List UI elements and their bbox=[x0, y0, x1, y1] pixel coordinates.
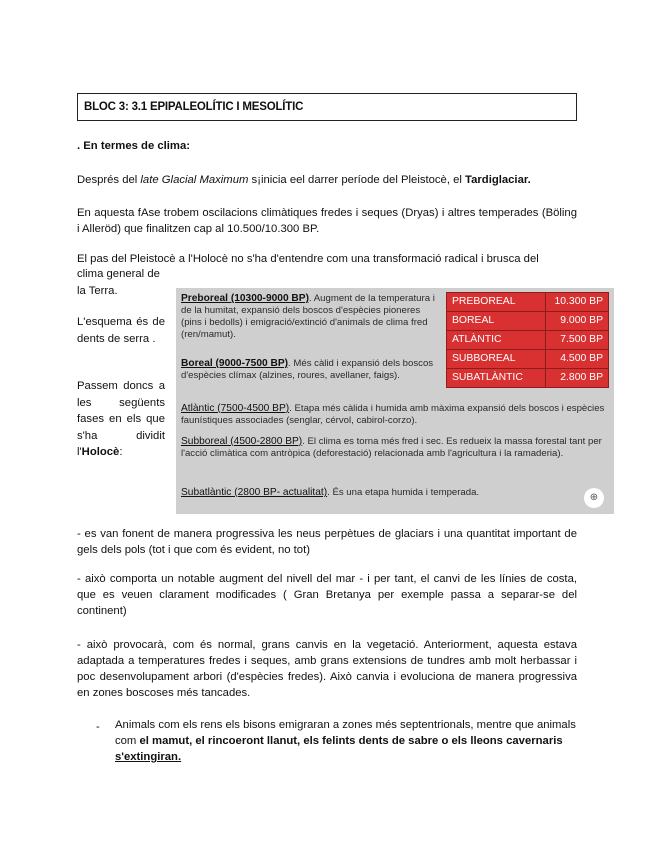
paragraph-3-line2: clima general de bbox=[77, 268, 160, 280]
period-name: BOREAL bbox=[447, 312, 546, 331]
atlantic-block bbox=[181, 403, 609, 427]
subboreal-text: . El clima es torna més fred i sec. Es redueix la massa forestal tant per l'acció climàtica com antròpica (deforestació) relacionada amb l'agricultura i la ramaderia). bbox=[181, 436, 602, 459]
period-date: 7.500 BP bbox=[546, 331, 609, 350]
side-text-1: L'esquema és de dents de serra . bbox=[77, 316, 165, 345]
side-text-2-bold: Holocè bbox=[81, 446, 120, 458]
boreal-block bbox=[181, 358, 439, 382]
side-text-2-end: : bbox=[119, 446, 123, 458]
paragraph-2: En aquesta fAse trobem oscilacions climàtiques fredes i seques (Dryas) i altres temperades (Böling i Alleröd) que finalitzen cap al 10.500/10.300 BP. bbox=[77, 207, 577, 235]
preboreal-text: . Augment de la temperatura i de la humitat, expansió dels boscos d'espècies pioneres (pins i bedolls) i emigració/extinció d'animals de clima fred (ren/mamut). bbox=[181, 293, 435, 340]
atlantic-heading: Atlàntic (7500-4500 BP) bbox=[181, 403, 290, 414]
period-date: 4.500 BP bbox=[546, 350, 609, 369]
title-box bbox=[77, 93, 577, 121]
document-title: BLOC 3: 3.1 EPIPALEOLÍTIC I MESOLÍTIC bbox=[84, 101, 304, 113]
subatlantic-text: . És una etapa humida i temperada. bbox=[327, 487, 480, 498]
bullet-text-bold: el mamut, el rincoeront llanut, els felints dents de sabre o els lleons cavernaris bbox=[139, 735, 563, 747]
paragraph-4: - es van fonent de manera progressiva les neus perpètues de glaciars i una quantitat important de gels dels pols (tot i que com és evident, no tot) bbox=[77, 528, 577, 556]
subatlantic-heading: Subatlàntic (2800 BP- actualitat) bbox=[181, 487, 328, 498]
holocene-figure bbox=[176, 288, 614, 514]
subatlantic-block bbox=[181, 487, 609, 499]
paragraph-5: - això comporta un notable augment del nivell del mar - i per tant, el canvi de les línies de costa, que es veuen clarament modificades ( Gran Bretanya per exemple passa a separar-se del continent) bbox=[77, 573, 577, 617]
boreal-heading: Boreal (9000-7500 BP) bbox=[181, 358, 289, 369]
period-date: 2.800 BP bbox=[546, 369, 609, 388]
p1-bold: Tardiglaciar. bbox=[465, 174, 531, 186]
bullet-text bbox=[115, 717, 577, 765]
p1-text-b: s¡inicia eel darrer període del Pleistocè, el bbox=[248, 174, 466, 186]
figure-logo-icon: ⊕ bbox=[584, 488, 604, 508]
period-row bbox=[447, 350, 609, 369]
period-name: PREBOREAL bbox=[447, 293, 546, 312]
atlantic-text: . Etapa més càlida i humida amb màxima expansió dels boscos i espècies faunístiques associades (senglar, cérvol, cabirol-corzo). bbox=[181, 403, 605, 426]
period-name: SUBATLÀNTIC bbox=[447, 369, 546, 388]
paragraph-3-line3: la Terra. bbox=[77, 285, 118, 297]
bullet-text-underline: s'extingiran. bbox=[115, 751, 182, 763]
paragraph-3-line1: El pas del Pleistocè a l'Holocè no s'ha d'entendre com una transformació radical i brusca del bbox=[77, 253, 539, 265]
p1-italic: late Glacial Maximum bbox=[140, 174, 249, 186]
side-text-2 bbox=[77, 378, 165, 461]
paragraph-1 bbox=[77, 172, 577, 188]
period-row bbox=[447, 293, 609, 312]
period-row bbox=[447, 312, 609, 331]
p1-text-a: Després del bbox=[77, 174, 141, 186]
preboreal-heading: Preboreal (10300-9000 BP) bbox=[181, 293, 309, 304]
section-heading: . En termes de clima: bbox=[77, 140, 191, 152]
period-name: ATLÀNTIC bbox=[447, 331, 546, 350]
bullet-text-a: Animals com els rens els bisons emigraran a zones més septentrionals, mentre que animals com bbox=[115, 719, 576, 747]
boreal-text: . Més càlid i expansió dels boscos d'espècies clímax (alzines, roures, avellaner, faigs). bbox=[181, 358, 434, 381]
preboreal-block bbox=[181, 293, 439, 341]
period-row bbox=[447, 369, 609, 388]
side-text-2-a: Passem doncs a les següents fases en els que s'ha dividit l' bbox=[77, 380, 165, 458]
period-name: SUBBOREAL bbox=[447, 350, 546, 369]
period-date: 9.000 BP bbox=[546, 312, 609, 331]
subboreal-block bbox=[181, 436, 609, 460]
paragraph-6: - això provocarà, com és normal, grans canvis en la vegetació. Anteriorment, aquesta estava adaptada a temperatures fredes i seques, amb grans extensions de tundres amb molt herbassar i poc desenvolupament arbori (d'espècies fredes). Això canvia i evoluciona de manera progressiva en zones boscoses més tancades. bbox=[77, 639, 577, 699]
period-date: 10.300 BP bbox=[546, 293, 609, 312]
subboreal-heading: Subboreal (4500-2800 BP) bbox=[181, 436, 303, 447]
period-row bbox=[447, 331, 609, 350]
period-table bbox=[446, 292, 609, 388]
bullet-list-item: - bbox=[96, 721, 100, 733]
